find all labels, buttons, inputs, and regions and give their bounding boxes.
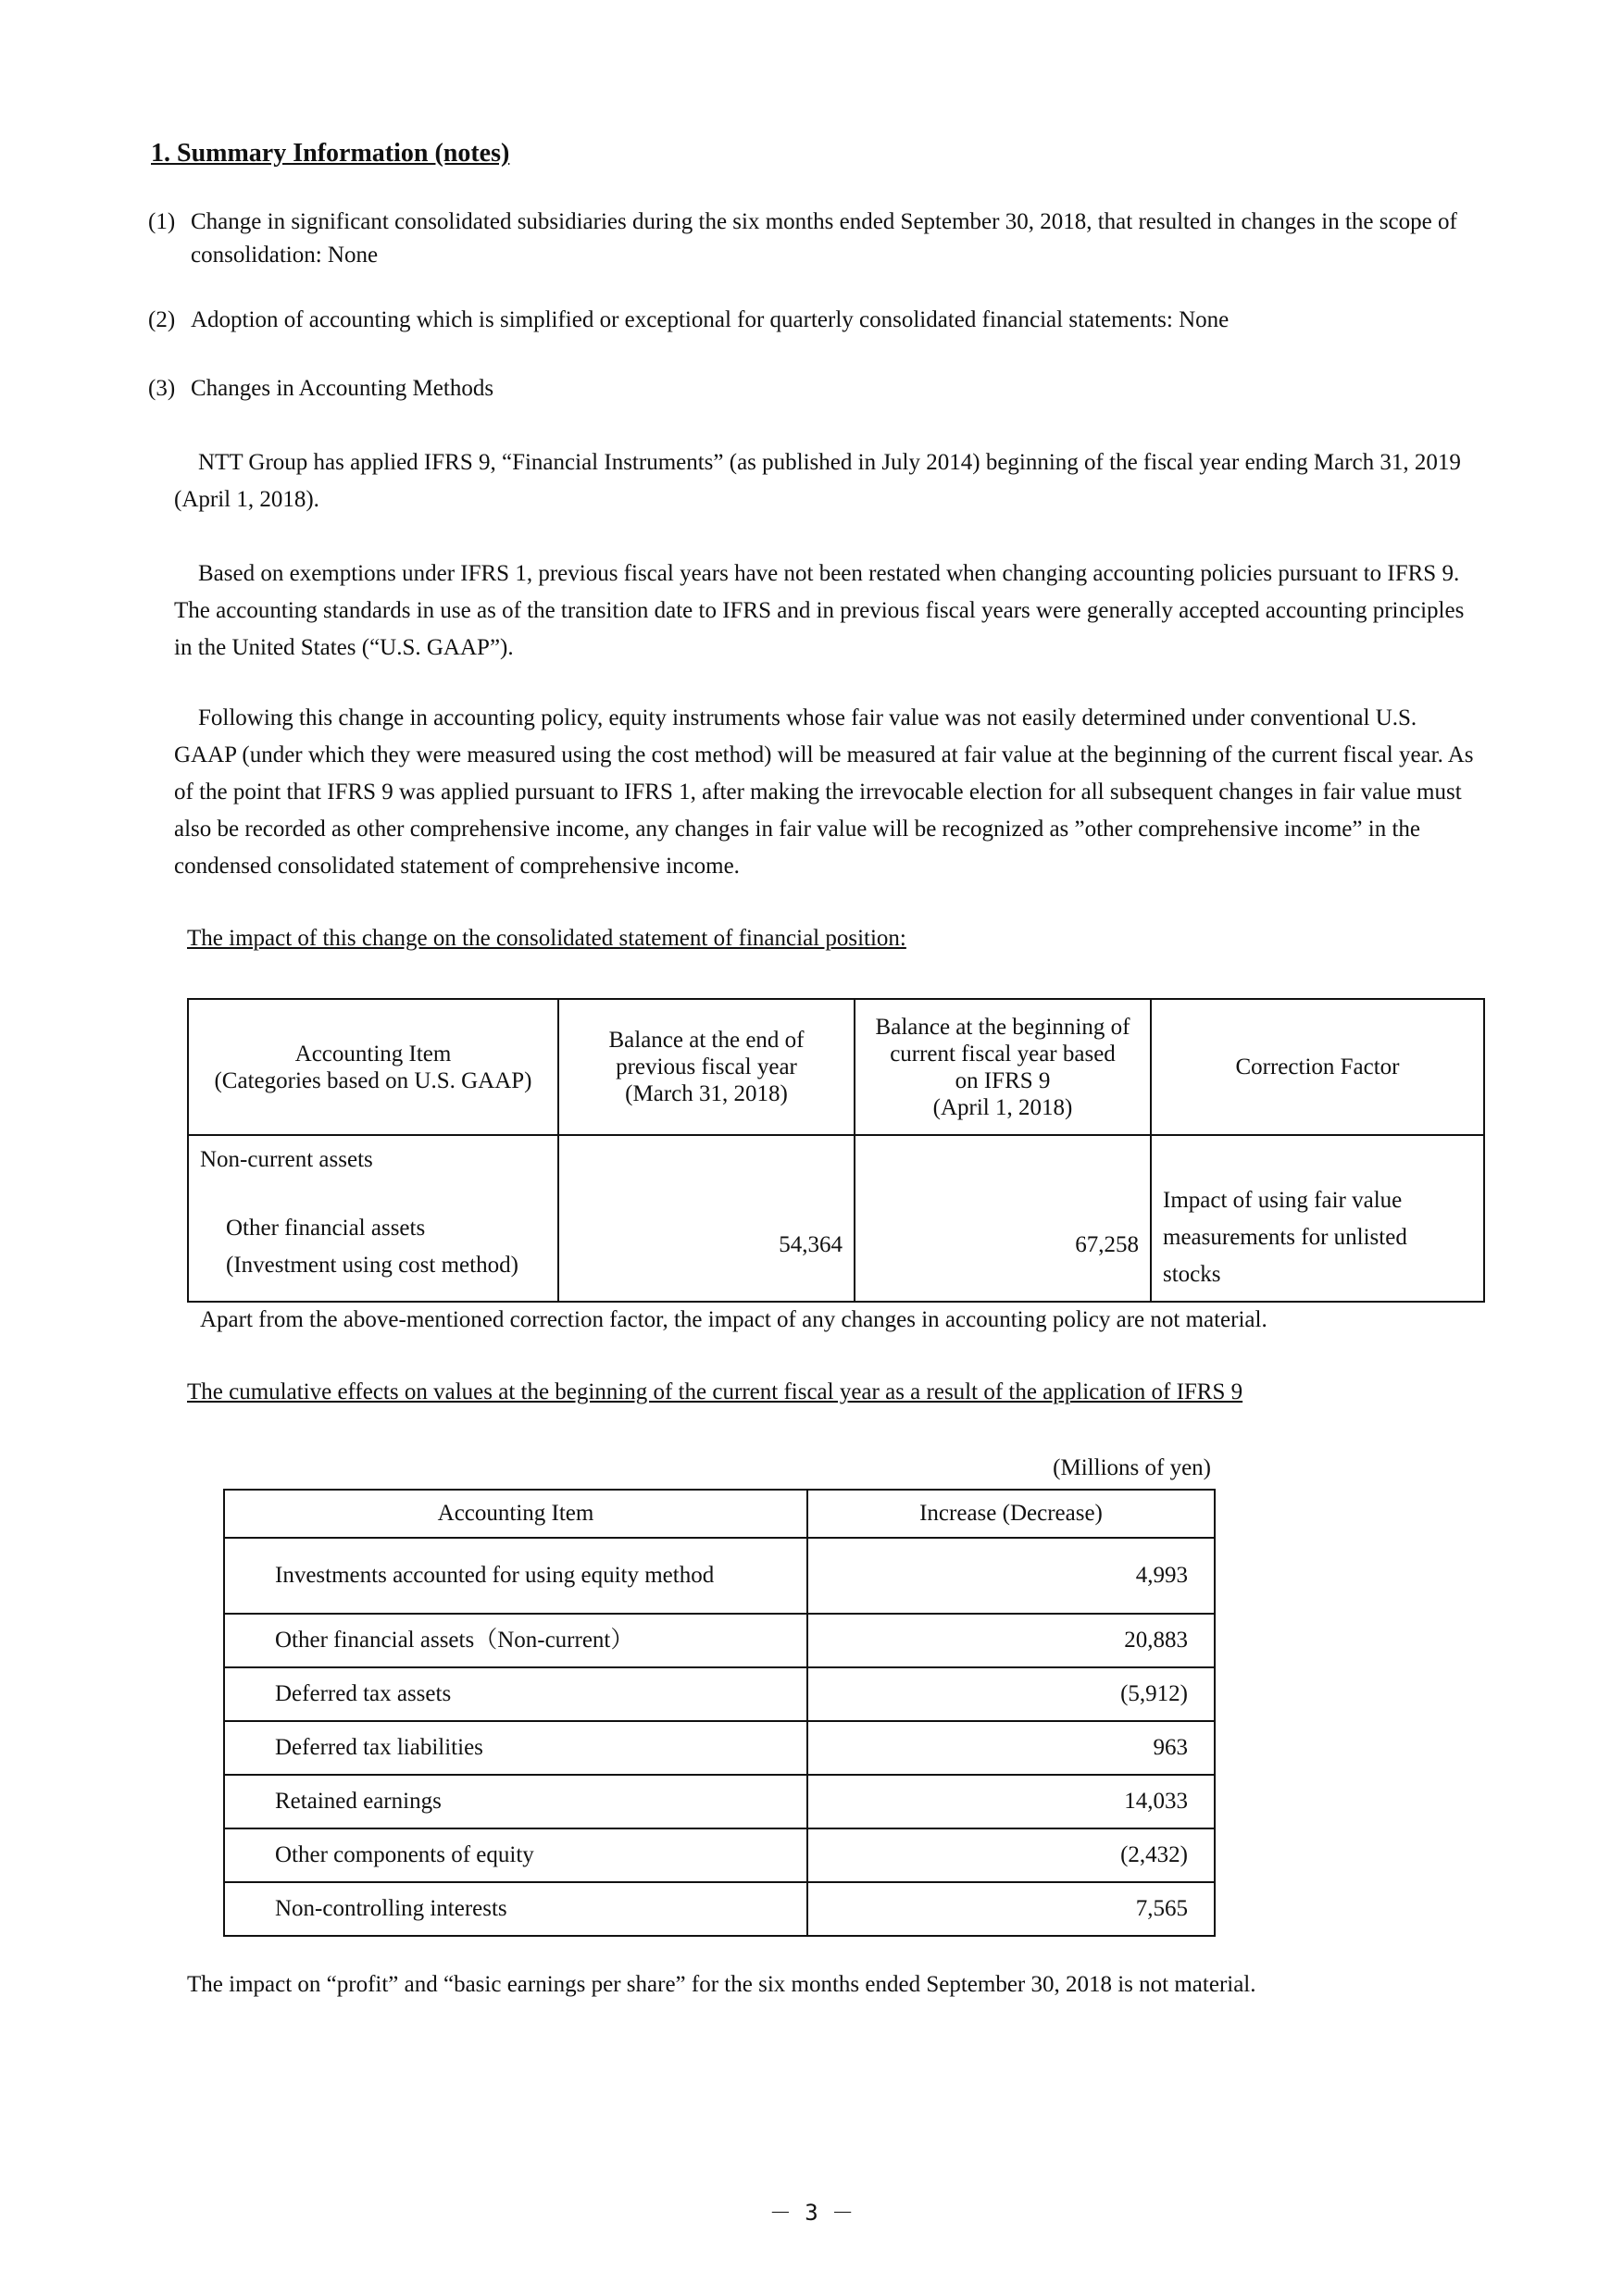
header-correction-factor: Correction Factor [1151, 999, 1484, 1135]
item-number: (2) [148, 307, 176, 332]
item-number: (3) [148, 376, 176, 401]
balance-begin-cell: 67,258 [855, 1135, 1151, 1302]
table-row [224, 1614, 1215, 1667]
unit-label: (Millions of yen) [1053, 1455, 1211, 1480]
item-cell: Retained earnings [224, 1775, 807, 1828]
paragraph-3: Following this change in accounting policy, equity instruments whose fair value was not easily determined under conventional U.S. GAAP (under which they were measured using the cost method) will be measured at fair value at the beginning of the current fiscal year. As of the point that IFRS 9 was applied pursuant to IFRS 1, after making the irrevocable election for all subsequent changes in fair value must also be recorded as other comprehensive income, any changes in fair value will be recognized as ”other comprehensive income” in the condensed consolidated statement of comprehensive income. [174, 705, 1474, 879]
item-text: Adoption of accounting which is simplified or exceptional for quarterly consolidated financial statements: None [191, 307, 1230, 332]
item-cell: Investments accounted for using equity method [224, 1538, 807, 1614]
table-row [188, 1135, 1484, 1302]
item-cell: Deferred tax assets [224, 1667, 807, 1721]
accounting-item-cell: Non-current assets Other financial assets (Investment using cost method) [188, 1135, 558, 1302]
table1-heading: The impact of this change on the consolidated statement of financial position: [187, 926, 906, 951]
value-cell: 4,993 [807, 1538, 1215, 1614]
value-cell: 963 [807, 1721, 1215, 1775]
item-cell: Non-controlling interests [224, 1882, 807, 1936]
correction-factor-cell: Impact of using fair value measurements for unlisted stocks [1151, 1135, 1484, 1302]
header-accounting-item: Accounting Item [224, 1490, 807, 1538]
value-cell: 7,565 [807, 1882, 1215, 1936]
value-cell: 20,883 [807, 1614, 1215, 1667]
paragraph-1: NTT Group has applied IFRS 9, “Financial Instruments” (as published in July 2014) beginning of the fiscal year ending March 31, 2019 (April 1, 2018). [174, 450, 1461, 512]
item-cell: Deferred tax liabilities [224, 1721, 807, 1775]
page-number: － 3 － [768, 2200, 855, 2226]
header-increase-decrease: Increase (Decrease) [807, 1490, 1215, 1538]
closing-statement: The impact on “profit” and “basic earnings per share” for the six months ended September 30, 2018 is not material. [187, 1972, 1256, 1997]
table-row [224, 1667, 1215, 1721]
table1-footnote: Apart from the above-mentioned correction factor, the impact of any changes in accounting policy are not material. [200, 1307, 1267, 1332]
item-cell: Other financial assets（Non-current） [224, 1614, 807, 1667]
item-text: Changes in Accounting Methods [191, 376, 494, 401]
item-cell: Other components of equity [224, 1828, 807, 1882]
balance-end-cell: 54,364 [558, 1135, 855, 1302]
table2-heading: The cumulative effects on values at the beginning of the current fiscal year as a result of the application of IFRS 9 [187, 1379, 1243, 1404]
header-balance-begin: Balance at the beginning of current fiscal year based on IFRS 9 (April 1, 2018) [855, 999, 1151, 1135]
item-text: Change in significant consolidated subsidiaries during the six months ended September 30, 2018, that resulted in changes in the scope of consolidation: None [191, 209, 1457, 268]
value-cell: 14,033 [807, 1775, 1215, 1828]
item-2 [148, 304, 1481, 337]
table-row [224, 1775, 1215, 1828]
table-row [224, 1828, 1215, 1882]
table-row [224, 1882, 1215, 1936]
section-title: 1. Summary Information (notes) [151, 139, 510, 168]
item-number: (1) [148, 209, 176, 234]
value-cell: (5,912) [807, 1667, 1215, 1721]
table-row [224, 1538, 1215, 1614]
value-cell: (2,432) [807, 1828, 1215, 1882]
header-accounting-item: Accounting Item (Categories based on U.S. GAAP) [188, 999, 558, 1135]
financial-position-table [187, 998, 1485, 1303]
header-balance-end: Balance at the end of previous fiscal year (March 31, 2018) [558, 999, 855, 1135]
item-1 [148, 206, 1481, 272]
table-row [224, 1721, 1215, 1775]
ifrs9-effects-table [223, 1489, 1216, 1937]
item-3 [148, 372, 1481, 406]
paragraph-2: Based on exemptions under IFRS 1, previous fiscal years have not been restated when changing accounting policies pursuant to IFRS 9. The accounting standards in use as of the transition date to IFRS and in previous fiscal years were generally accepted accounting principles in the United States (“U.S. GAAP”). [174, 561, 1465, 660]
